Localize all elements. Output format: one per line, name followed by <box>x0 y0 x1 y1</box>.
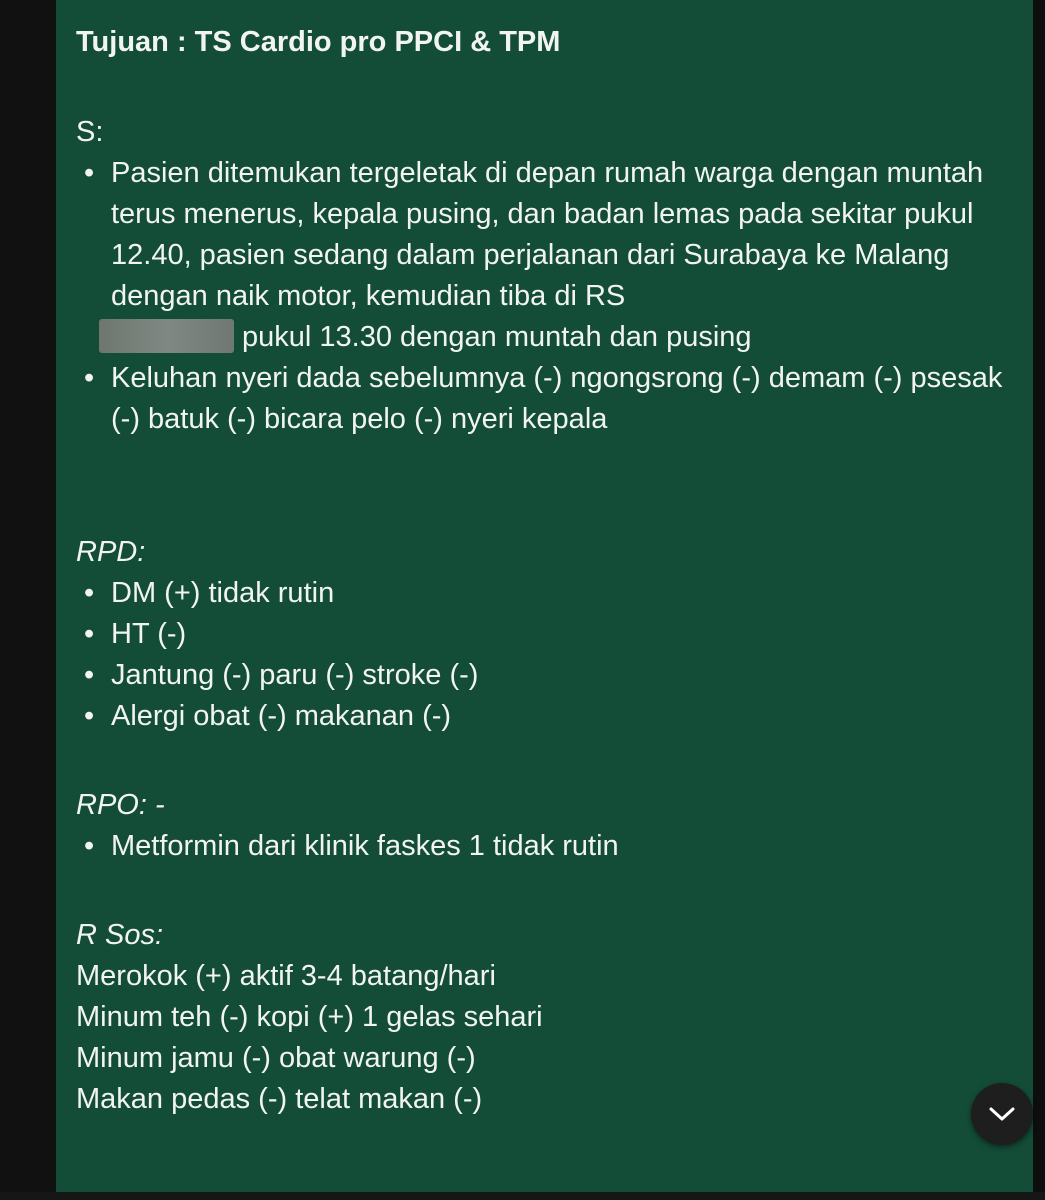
rsos-line: Minum teh (-) kopi (+) 1 gelas sehari <box>76 1001 543 1033</box>
subjective-item-text-before: Pasien ditemukan tergeletak di depan rumah warga dengan muntah terus menerus, kepala pusing, dan badan lemas pada sekitar pukul 12.40, pasien sedang dalam perjalanan dari Surabaya ke Malang dengan naik motor, kemudian tiba di RS <box>111 157 984 312</box>
subjective-list <box>76 153 1006 440</box>
list-item: • HT (-) <box>76 614 1006 655</box>
rpd-list <box>76 573 1006 737</box>
subjective-item-text: Keluhan nyeri dada sebelumnya (-) ngongsrong (-) demam (-) psesak (-) batuk (-) bicara pelo (-) nyeri kepala <box>111 362 1003 435</box>
rsos-line: Makan pedas (-) telat makan (-) <box>76 1083 483 1115</box>
note-title: Tujuan : TS Cardio pro PPCI & TPM <box>76 26 561 58</box>
chevron-down-icon <box>988 1105 1016 1123</box>
list-item: • Metformin dari klinik faskes 1 tidak rutin <box>76 826 1006 867</box>
redacted-block <box>99 319 234 353</box>
left-gutter <box>0 0 56 1200</box>
subjective-item-text-after: pukul 13.30 dengan muntah dan pusing <box>242 321 752 353</box>
bottom-bar <box>0 1192 1045 1200</box>
list-item <box>76 153 1006 358</box>
section-label-rsos: R Sos: <box>76 919 164 951</box>
section-label-rpd: RPD: <box>76 536 146 568</box>
right-gutter <box>1033 0 1045 1200</box>
section-label-rpo: RPO: - <box>76 789 165 821</box>
list-item: • Jantung (-) paru (-) stroke (-) <box>76 655 1006 696</box>
rsos-line: Minum jamu (-) obat warung (-) <box>76 1042 476 1074</box>
list-item: • Alergi obat (-) makanan (-) <box>76 696 1006 737</box>
message-content <box>76 20 1006 1120</box>
scroll-to-bottom-button[interactable] <box>971 1083 1033 1145</box>
section-label-subjective: S: <box>76 116 104 148</box>
list-item: • DM (+) tidak rutin <box>76 573 1006 614</box>
rpo-list <box>76 826 1006 867</box>
list-item <box>76 358 1006 440</box>
rsos-line: Merokok (+) aktif 3-4 batang/hari <box>76 960 496 992</box>
message-bubble[interactable] <box>56 0 1033 1192</box>
